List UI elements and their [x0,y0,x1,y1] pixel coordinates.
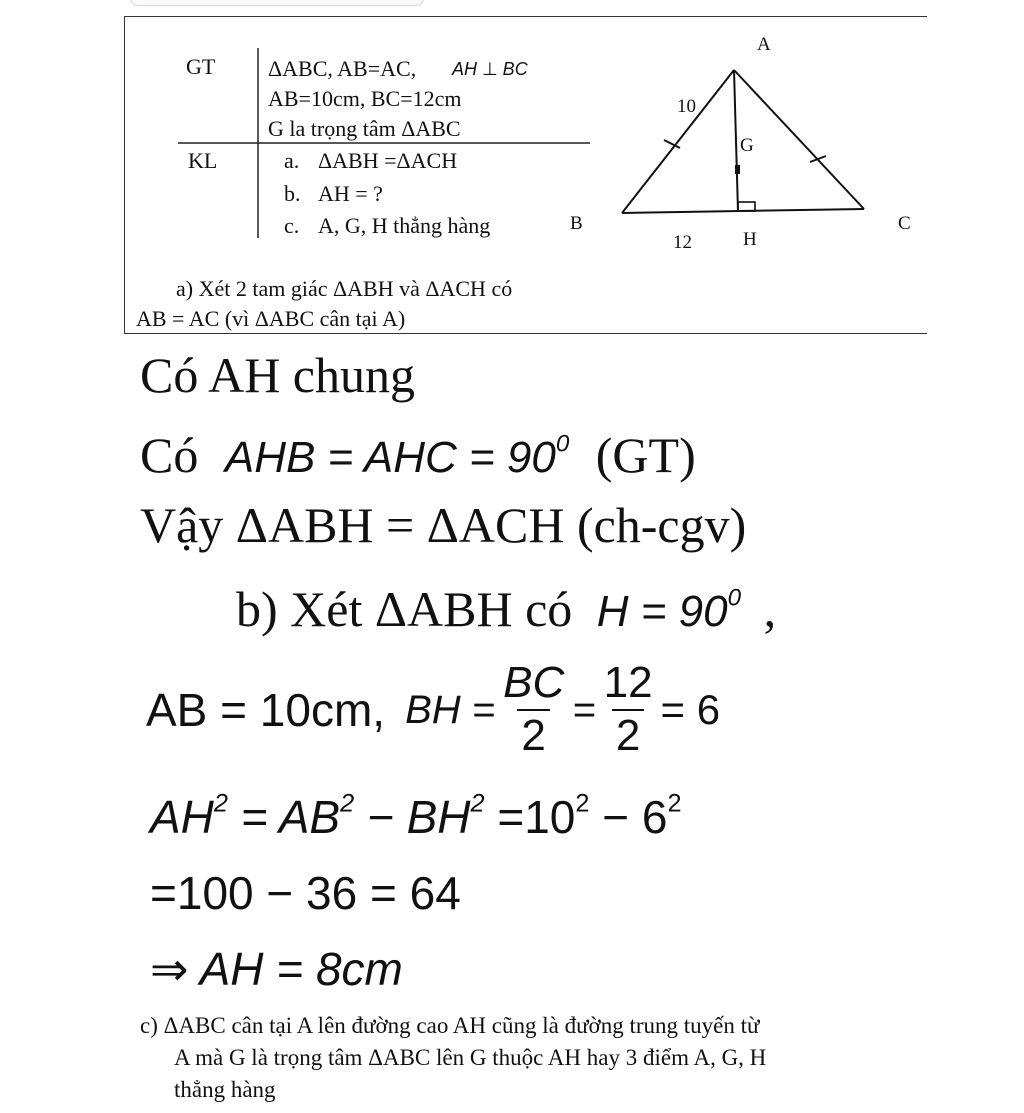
line6-eq2: =10 [497,791,576,843]
line6-ah: AH [150,791,214,843]
solution-line-result: ⇒ AH = 8cm [150,943,403,995]
fraction1-denominator: 2 [517,709,549,762]
line2-math-expr: AHB = AHC = 90 [224,433,556,482]
line4-degree-sup: 0 [727,584,742,612]
gt-line-1: ΔABC, AB=AC, [268,56,417,81]
kl-marker-a: a. [284,148,300,173]
solution-line-pythagoras [150,790,682,844]
solution-line-right-angles [140,426,696,484]
fraction-12-over-2 [600,658,657,761]
line2-degree-sup: 0 [555,430,570,458]
centroid-g-point [735,165,740,174]
line6-ab-sup: 2 [340,789,355,818]
vertex-c-label: C [898,213,911,234]
line2-prefix: Có [140,427,199,483]
fraction1-numerator: BC [503,658,565,708]
solution-line-bh [146,650,720,770]
solution-line-compute: =100 − 36 = 64 [150,867,461,919]
vertex-a-label: A [757,34,771,55]
side-ab-length-label: 10 [677,96,696,117]
altitude-ah [734,70,738,212]
line6-ten-sup: 2 [575,789,590,818]
kl-item-b: AH = ? [318,181,383,206]
line5-result: = 6 [660,686,721,733]
line4-math-expr: H = 90 [596,587,728,636]
line2-math [224,430,570,482]
side-ab [622,70,734,213]
fraction2-numerator: 12 [603,658,653,708]
line5-bh: BH = [405,687,496,732]
line5-prefix: AB = 10cm, [146,684,386,736]
right-angle-mark [738,202,755,211]
side-bc-length-label: 12 [673,232,692,253]
part-c-line-3: thẳng hàng [174,1077,276,1102]
line4-prefix: b) Xét ΔABH có [236,581,573,637]
line6-six-sup: 2 [667,789,682,818]
gt-math-perp: AH ⊥ BC [452,59,528,79]
gt-line-3: G la trọng tâm ΔABC [268,116,461,141]
line4-math [596,584,742,636]
line6-bh-sup: 2 [470,789,485,818]
line6-eq1: = AB [240,791,341,843]
kl-marker-c: c. [284,213,300,238]
vertex-b-label: B [570,213,583,234]
intro-line-2: AB = AC (vì ΔABC cân tại A) [136,306,406,331]
line4-suffix: , [763,581,777,637]
solution-line-part-b [236,580,776,638]
triangle-figure [0,0,1024,260]
fraction2-denominator: 2 [612,709,644,762]
part-c-line-2: A mà G là trọng tâm ΔABC lên G thuộc AH hay 3 điểm A, G, H [174,1045,767,1070]
kl-item-c: A, G, H thẳng hàng [318,213,491,238]
solution-line-conclusion-a: Vậy ΔABH = ΔACH (ch-cgv) [140,497,747,553]
line6-ah-sup: 2 [213,789,228,818]
point-h-label: H [743,229,757,250]
intro-line-1: a) Xét 2 tam giác ΔABH và ΔACH có [176,276,513,301]
gt-line-2: AB=10cm, BC=12cm [268,86,462,111]
line2-suffix: (GT) [595,427,696,483]
fraction-bc-over-2 [499,658,568,761]
line6-minus2: − 6 [602,791,668,843]
kl-item-a: ΔABH =ΔACH [318,148,458,173]
gt-label: GT [186,54,216,79]
solution-line-common-side: Có AH chung [140,347,415,403]
kl-marker-b: b. [284,181,301,206]
line6-minus1: − BH [366,791,471,843]
part-c-line-1: c) ΔABC cân tại A lên đường cao AH cũng là đường trung tuyến từ [140,1013,760,1038]
point-g-label: G [740,135,754,156]
line5-eq: = [572,687,596,732]
kl-label: KL [188,148,218,173]
